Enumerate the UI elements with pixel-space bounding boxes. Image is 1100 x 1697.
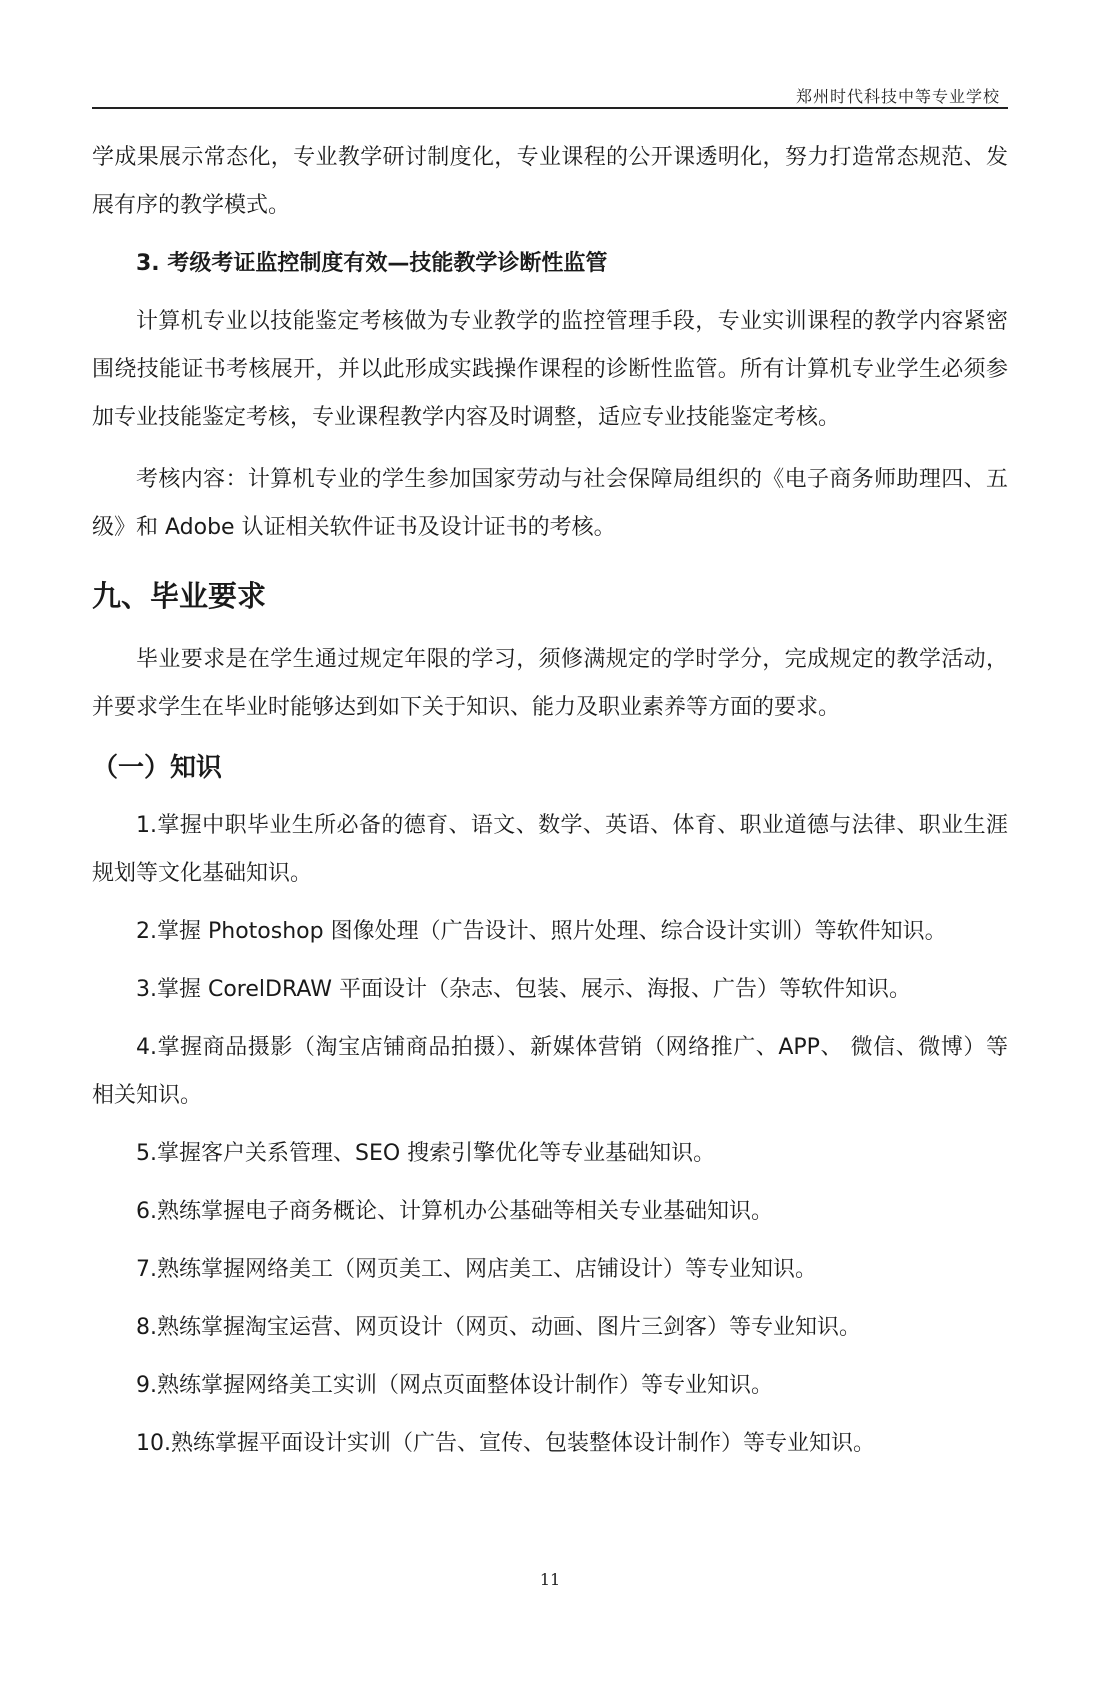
sub-heading-exam-monitoring: 3. 考级考证监控制度有效—技能教学诊断性监管 [136, 251, 608, 276]
page-body [92, 134, 1008, 1468]
list-item: 3.掌握 CorelDRAW 平面设计（杂志、包装、展示、海报、广告）等软件知识。 [136, 977, 911, 1002]
list-item: 9.熟练掌握网络美工实训（网点页面整体设计制作）等专业知识。 [136, 1373, 773, 1398]
list-item: 10.熟练掌握平面设计实训（广告、宣传、包装整体设计制作）等专业知识。 [136, 1431, 875, 1456]
list-item: 2.掌握 Photoshop 图像处理（广告设计、照片处理、综合设计实训）等软件知识。 [136, 919, 947, 944]
list-item: 4.掌握商品摄影（淘宝店铺商品拍摄）、新媒体营销（网络推广、APP、 微信、微博）等相关知识。 [92, 1035, 1008, 1108]
header-divider [92, 107, 1008, 109]
list-item: 7.熟练掌握网络美工（网页美工、网店美工、店铺设计）等专业知识。 [136, 1257, 817, 1282]
paragraph-continued: 学成果展示常态化，专业教学研讨制度化，专业课程的公开课透明化，努力打造常态规范、发展有序的教学模式。 [92, 145, 1008, 218]
paragraph-exam-content: 考核内容：计算机专业的学生参加国家劳动与社会保障局组织的《电子商务师助理四、五级》和 Adobe 认证相关软件证书及设计证书的考核。 [92, 467, 1008, 540]
running-header: 郑州时代科技中等专业学校 [795, 87, 1000, 106]
knowledge-list [92, 802, 1008, 1468]
paragraph-graduation-requirements: 毕业要求是在学生通过规定年限的学习，须修满规定的学时学分，完成规定的教学活动，并要求学生在毕业时能够达到如下关于知识、能力及职业素养等方面的要求。 [92, 647, 1008, 720]
list-item: 8.熟练掌握淘宝运营、网页设计（网页、动画、图片三剑客）等专业知识。 [136, 1315, 861, 1340]
page-number: 11 [539, 1570, 561, 1589]
paragraph-monitoring: 计算机专业以技能鉴定考核做为专业教学的监控管理手段，专业实训课程的教学内容紧密围绕技能证书考核展开，并以此形成实践操作课程的诊断性监管。所有计算机专业学生必须参加专业技能鉴定考核，专业课程教学内容及时调整，适应专业技能鉴定考核。 [92, 309, 1008, 430]
list-item: 6.熟练掌握电子商务概论、计算机办公基础等相关专业基础知识。 [136, 1199, 773, 1224]
list-item: 1.掌握中职毕业生所必备的德育、语文、数学、英语、体育、职业道德与法律、职业生涯规划等文化基础知识。 [92, 813, 1008, 886]
subsection-title-knowledge: （一）知识 [92, 753, 223, 783]
section-title-graduation: 九、毕业要求 [92, 579, 267, 613]
list-item: 5.掌握客户关系管理、SEO 搜索引擎优化等专业基础知识。 [136, 1141, 716, 1166]
